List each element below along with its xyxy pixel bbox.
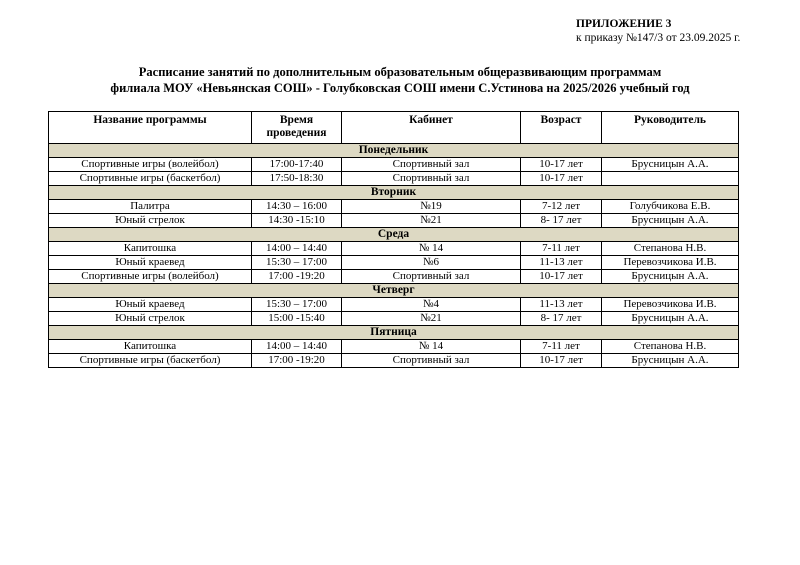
- age-cell: 7-12 лет: [521, 200, 602, 214]
- order-reference: к приказу №147/3 от 23.09.2025 г.: [576, 32, 741, 44]
- room-cell: Спортивный зал: [342, 354, 521, 368]
- time-cell: 14:00 – 14:40: [252, 242, 342, 256]
- program-name-cell: Спортивные игры (волейбол): [49, 158, 252, 172]
- room-cell: Спортивный зал: [342, 172, 521, 186]
- column-header-room: Кабинет: [342, 112, 521, 144]
- teacher-cell: Брусницын А.А.: [602, 354, 739, 368]
- teacher-cell: Брусницын А.А.: [602, 158, 739, 172]
- age-cell: 10-17 лет: [521, 158, 602, 172]
- age-cell: 11-13 лет: [521, 256, 602, 270]
- room-cell: Спортивный зал: [342, 270, 521, 284]
- program-name-cell: Капитошка: [49, 242, 252, 256]
- teacher-cell: Брусницын А.А.: [602, 312, 739, 326]
- time-cell: 14:30 -15:10: [252, 214, 342, 228]
- schedule-table: [48, 111, 739, 368]
- teacher-cell: Брусницын А.А.: [602, 214, 739, 228]
- table-header-row: [49, 112, 739, 144]
- column-header-time: Время проведения: [252, 112, 342, 144]
- teacher-cell: Голубчикова Е.В.: [602, 200, 739, 214]
- room-cell: №6: [342, 256, 521, 270]
- age-cell: 10-17 лет: [521, 354, 602, 368]
- program-name-cell: Палитра: [49, 200, 252, 214]
- schedule-row: [49, 242, 739, 256]
- schedule-row: [49, 256, 739, 270]
- day-name: Четверг: [49, 284, 739, 298]
- schedule-row: [49, 340, 739, 354]
- time-cell: 14:00 – 14:40: [252, 340, 342, 354]
- appendix-title: ПРИЛОЖЕНИЕ 3: [576, 18, 672, 30]
- age-cell: 7-11 лет: [521, 340, 602, 354]
- time-cell: 17:00-17:40: [252, 158, 342, 172]
- time-cell: 17:00 -19:20: [252, 270, 342, 284]
- program-name-cell: Юный краевед: [49, 298, 252, 312]
- program-name-cell: Юный краевед: [49, 256, 252, 270]
- time-cell: 17:50-18:30: [252, 172, 342, 186]
- day-name: Пятница: [49, 326, 739, 340]
- teacher-cell: [602, 172, 739, 186]
- age-cell: 10-17 лет: [521, 270, 602, 284]
- age-cell: 8- 17 лет: [521, 214, 602, 228]
- day-band-row: [49, 228, 739, 242]
- day-name: Понедельник: [49, 144, 739, 158]
- document-title-line2: филиала МОУ «Невьянская СОШ» - Голубковская СОШ имени С.Устинова на 2025/2026 учебный год: [110, 80, 690, 95]
- schedule-row: [49, 214, 739, 228]
- time-cell: 14:30 – 16:00: [252, 200, 342, 214]
- program-name-cell: Капитошка: [49, 340, 252, 354]
- room-cell: Спортивный зал: [342, 158, 521, 172]
- room-cell: №4: [342, 298, 521, 312]
- room-cell: № 14: [342, 242, 521, 256]
- day-name: Среда: [49, 228, 739, 242]
- age-cell: 10-17 лет: [521, 172, 602, 186]
- column-header-program: Название программы: [49, 112, 252, 144]
- schedule-row: [49, 158, 739, 172]
- room-cell: №21: [342, 312, 521, 326]
- program-name-cell: Юный стрелок: [49, 312, 252, 326]
- program-name-cell: Юный стрелок: [49, 214, 252, 228]
- age-cell: 8- 17 лет: [521, 312, 602, 326]
- age-cell: 11-13 лет: [521, 298, 602, 312]
- schedule-row: [49, 200, 739, 214]
- schedule-row: [49, 354, 739, 368]
- schedule-row: [49, 172, 739, 186]
- day-band-row: [49, 326, 739, 340]
- document-title-line1: Расписание занятий по дополнительным образовательным общеразвивающим программам: [138, 65, 662, 79]
- teacher-cell: Перевозчикова И.В.: [602, 256, 739, 270]
- room-cell: №21: [342, 214, 521, 228]
- day-band-row: [49, 284, 739, 298]
- appendix-block: [576, 17, 740, 45]
- teacher-cell: Степанова Н.В.: [602, 340, 739, 354]
- program-name-cell: Спортивные игры (волейбол): [49, 270, 252, 284]
- teacher-cell: Брусницын А.А.: [602, 270, 739, 284]
- schedule-row: [49, 312, 739, 326]
- document-title: [0, 65, 800, 96]
- teacher-cell: Перевозчикова И.В.: [602, 298, 739, 312]
- time-cell: 15:30 – 17:00: [252, 256, 342, 270]
- age-cell: 7-11 лет: [521, 242, 602, 256]
- schedule-row: [49, 270, 739, 284]
- time-cell: 15:30 – 17:00: [252, 298, 342, 312]
- schedule-row: [49, 298, 739, 312]
- day-band-row: [49, 186, 739, 200]
- time-cell: 15:00 -15:40: [252, 312, 342, 326]
- teacher-cell: Степанова Н.В.: [602, 242, 739, 256]
- column-header-teacher: Руководитель: [602, 112, 739, 144]
- room-cell: №19: [342, 200, 521, 214]
- program-name-cell: Спортивные игры (баскетбол): [49, 172, 252, 186]
- time-cell: 17:00 -19:20: [252, 354, 342, 368]
- column-header-age: Возраст: [521, 112, 602, 144]
- day-band-row: [49, 144, 739, 158]
- day-name: Вторник: [49, 186, 739, 200]
- room-cell: № 14: [342, 340, 521, 354]
- program-name-cell: Спортивные игры (баскетбол): [49, 354, 252, 368]
